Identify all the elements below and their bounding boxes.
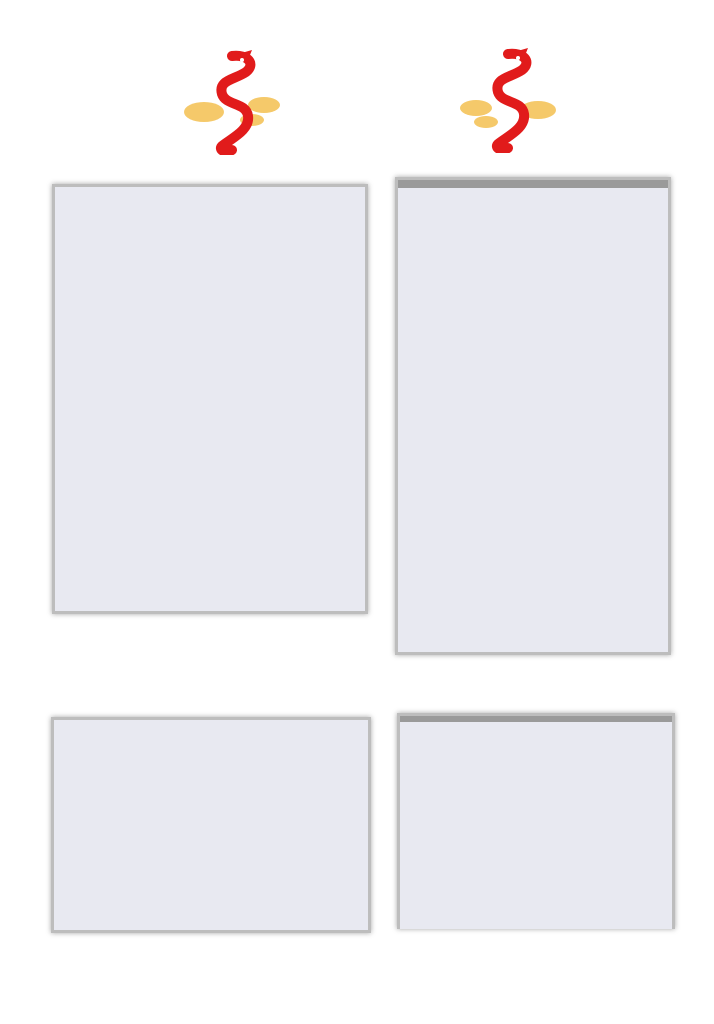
table-header-bar (400, 716, 672, 722)
table-header-bar (398, 180, 668, 188)
kaifan-menu-table (395, 177, 671, 655)
ramen-menu-table (52, 184, 368, 614)
bao-menu-table (51, 717, 371, 933)
dragon-left-icon (182, 50, 282, 155)
arroz-menu-table (397, 713, 675, 929)
dragon-right-icon (458, 48, 558, 153)
